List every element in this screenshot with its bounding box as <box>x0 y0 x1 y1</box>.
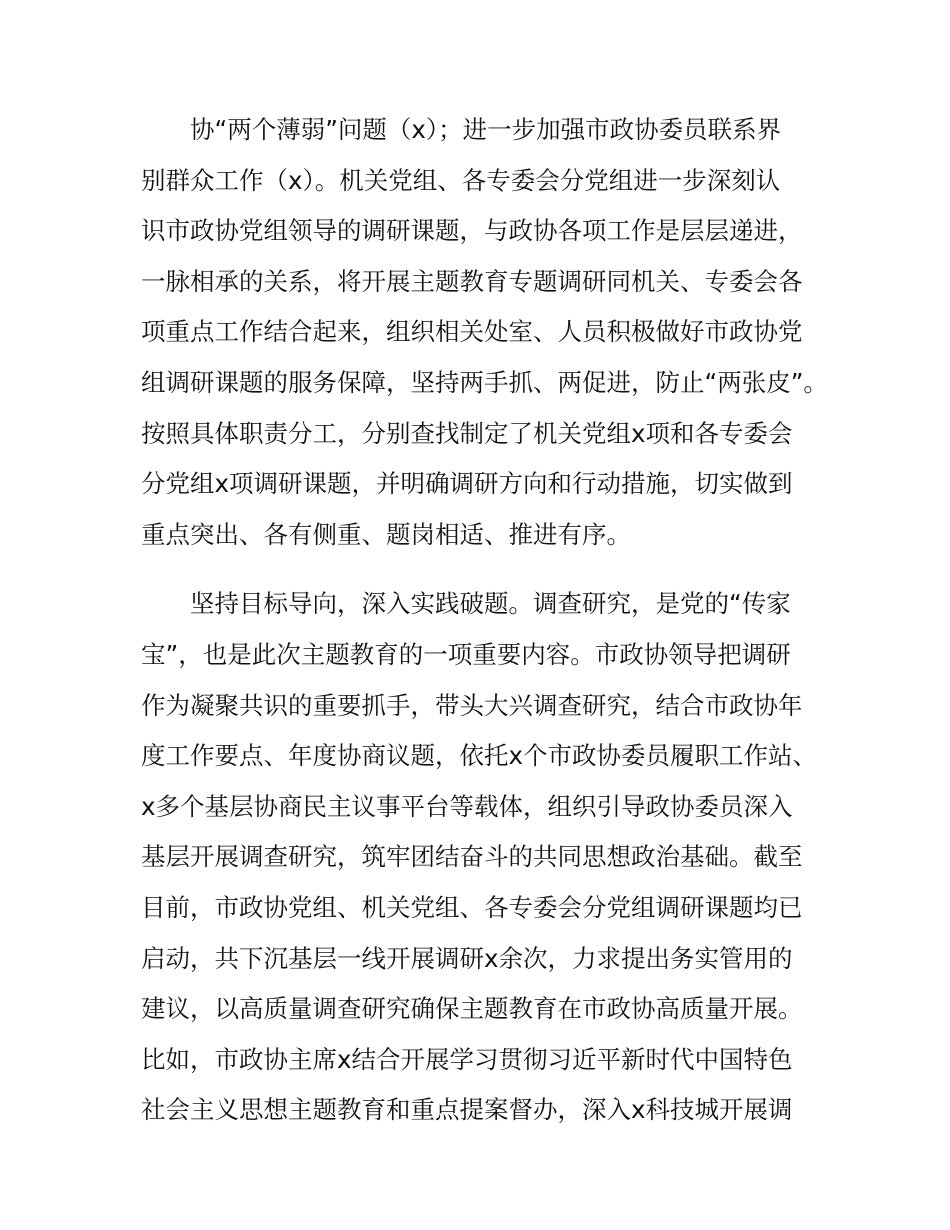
paragraph-1 <box>141 105 841 560</box>
paragraph-line: 一脉相承的关系，将开展主题教育专题调研同机关、专委会各 <box>141 266 803 296</box>
paragraph-line: 识市政协党组领导的调研课题，与政协各项工作是层层递进， <box>141 216 803 246</box>
paragraph-2 <box>141 579 841 1136</box>
paragraph-spacing <box>141 560 841 579</box>
paragraph-line: 建议，以高质量调查研究确保主题教育在市政协高质量开展。 <box>141 994 803 1024</box>
paragraph-line: 启动，共下沉基层一线开展调研x余次，力求提出务实管用的 <box>141 943 793 973</box>
paragraph-line: 比如，市政协主席x结合开展学习贯彻习近平新时代中国特色 <box>141 1044 793 1074</box>
paragraph-line: 按照具体职责分工，分别查找制定了机关党组x项和各专委会 <box>141 418 793 448</box>
paragraph-line: 协“两个薄弱”问题（x）；进一步加强市政协委员联系界 <box>190 115 782 144</box>
paragraph-line: 基层开展调查研究，筑牢团结奋斗的共同思想政治基础。截至 <box>141 842 803 872</box>
body-text <box>141 105 841 1136</box>
paragraph-line: 作为凝聚共识的重要抓手，带头大兴调查研究，结合市政协年 <box>141 690 803 720</box>
paragraph-line: 社会主义思想主题教育和重点提案督办，深入x科技城开展调 <box>141 1095 793 1125</box>
paragraph-line: 度工作要点、年度协商议题，依托x个市政协委员履职工作站、 <box>141 741 817 771</box>
paragraph-line: 别群众工作（x）。机关党组、各专委会分党组进一步深刻认 <box>141 165 781 195</box>
paragraph-line: 分党组x项调研课题，并明确调研方向和行动措施，切实做到 <box>141 469 793 499</box>
paragraph-line: 宝”，也是此次主题教育的一项重要内容。市政协领导把调研 <box>141 639 791 669</box>
paragraph-line: 组调研课题的服务保障，坚持两手抓、两促进，防止“两张皮”。 <box>141 367 828 397</box>
paragraph-line: x多个基层协商民主议事平台等载体，组织引导政协委员深入 <box>141 791 793 821</box>
paragraph-line: 坚持目标导向，深入实践破题。调查研究，是党的“传家 <box>190 589 791 619</box>
paragraph-line: 项重点工作结合起来，组织相关处室、人员积极做好市政协党 <box>141 317 803 347</box>
paragraph-line: 目前，市政协党组、机关党组、各专委会分党组调研课题均已 <box>141 892 803 922</box>
paragraph-line: 重点突出、各有侧重、题岗相适、推进有序。 <box>141 519 631 549</box>
